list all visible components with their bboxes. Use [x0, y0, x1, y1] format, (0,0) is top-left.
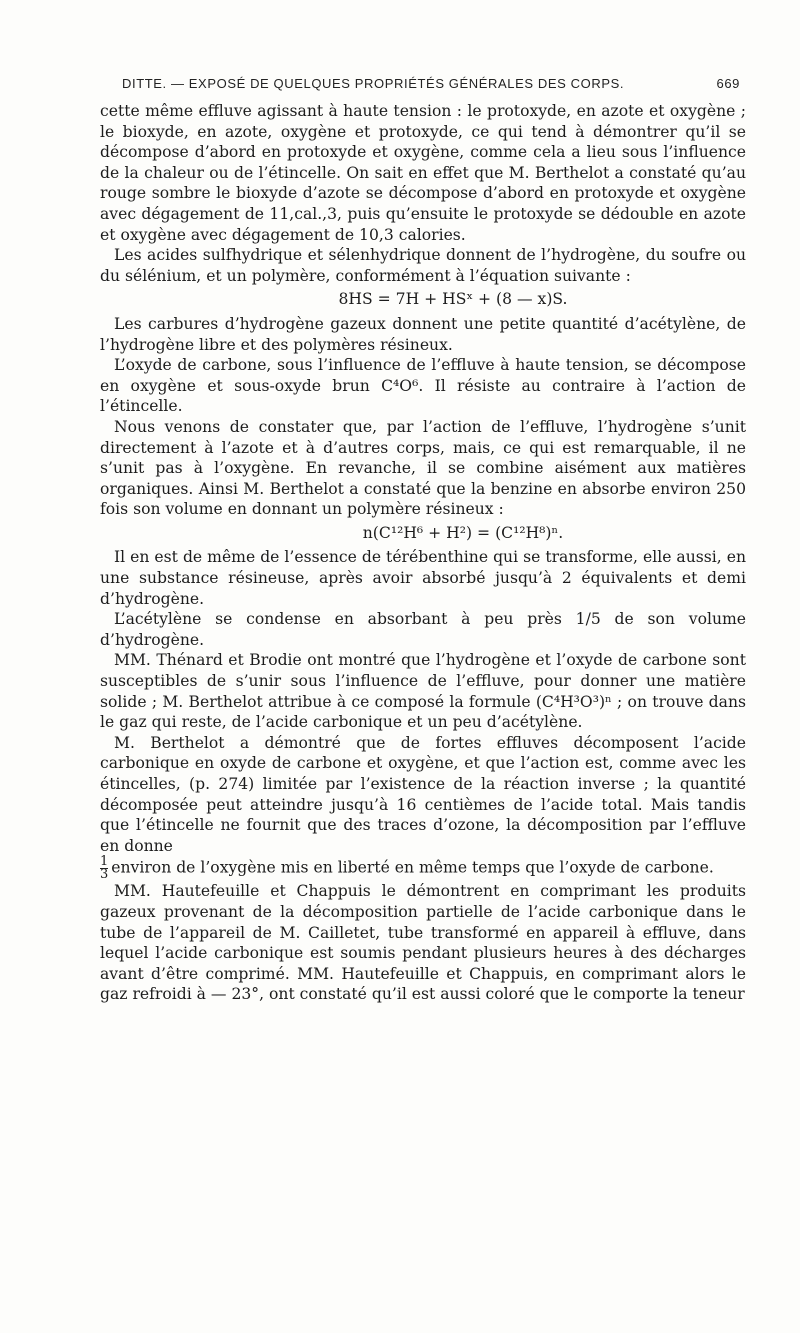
fraction-denominator: 3: [100, 867, 109, 883]
paragraph: L’oxyde de carbone, sous l’influence de l’effluve à haute tension, se décompose en oxygène et sous-oxyde brun C⁴O⁶. Il résiste au contraire à l’action de l’étincelle.: [100, 356, 746, 416]
paragraph: Les carbures d’hydrogène gazeux donnent une petite quantité d’acétylène, de l’hydrogène libre et des polymères résineux.: [100, 314, 746, 354]
page-number: 669: [716, 76, 740, 91]
running-header: [100, 76, 746, 91]
paragraph: L’acétylène se condense en absorbant à peu près 1/5 de son volume d’hydrogène.: [100, 610, 746, 649]
paragraph: Les acides sulfhydrique et sélenhydrique donnent de l’hydrogène, du soufre ou du sélénium, et un polymère, conformément à l’équation suivante :: [100, 246, 746, 285]
paragraph: MM. Hautefeuille et Chappuis le démontrent en comprimant les produits gazeux provenant de la décomposition partielle de l’acide carbonique dans le tube de l’appareil de M. Cailletet, tube transformé en appareil à effluve, dans lequel l’acide carbonique est soumis pendant plusieurs heures à des décharges avant d’être comprimé. MM. Hautefeuille et Chappuis, en comprimant alors le gaz refroidi à — 23°, ont constaté qu’il est aussi coloré que le comporte la teneur: [100, 882, 746, 1004]
paragraph-with-fraction: [100, 856, 746, 881]
paragraph-text: environ de l’oxygène mis en liberté en même temps que l’oxyde de carbone.: [111, 858, 714, 877]
running-title: DITTE. — EXPOSÉ DE QUELQUES PROPRIÉTÉS GÉNÉRALES DES CORPS.: [122, 76, 625, 91]
equation: n(C¹²H⁶ + H²) = (C¹²H⁸)ⁿ.: [362, 523, 564, 542]
paragraph: Il en est de même de l’essence de térébenthine qui se transforme, elle aussi, en une substance résineuse, après avoir absorbé jusqu’à 2 équivalents et demi d’hydrogène.: [100, 548, 746, 608]
paragraph: cette même effluve agissant à haute tension : le protoxyde, en azote et oxygène ; le bioxyde, en azote, oxygène et protoxyde, ce qui tend à démontrer qu’il se décompose d’abord en protoxyde et oxygène, comme cela a lieu sous l’influence de la chaleur ou de l’étincelle. On sait en effet que M. Berthelot a constaté qu’au rouge sombre le bioxyde d’azote se décompose d’abord en protoxyde et oxygène avec dégagement de 11,cal.,3, puis qu’ensuite le protoxyde se dédouble en azote et oxygène avec dégagement de 10,3 calories.: [100, 102, 746, 244]
equation: 8HS = 7H + HSˣ + (8 — x)S.: [338, 290, 568, 309]
paragraph: Nous venons de constater que, par l’action de l’effluve, l’hydrogène s’unit directement à l’azote et à d’autres corps, mais, ce qui est remarquable, il ne s’unit pas à l’oxygène. En revanche, il se combine aisément aux matières organiques. Ainsi M. Berthelot a constaté que la benzine en absorbe environ 250 fois son volume en donnant un polymère résineux :: [100, 417, 746, 519]
paragraph: M. Berthelot a démontré que de fortes effluves décomposent l’acide carbonique en oxyde de carbone et oxygène, et que l’action est, comme avec les étincelles, (p. 274) limitée par l’existence de la réaction inverse ; la quantité décomposée peut atteindre jusqu’à 16 centièmes de l’acide total. Mais tandis que l’étincelle ne fournit que des traces d’ozone, la décomposition par l’effluve en donne: [100, 733, 746, 855]
fraction: [100, 856, 108, 881]
fraction-numerator: 1: [100, 854, 109, 870]
paragraph: MM. Thénard et Brodie ont montré que l’hydrogène et l’oxyde de carbone sont susceptibles de s’unir sous l’influence de l’effluve, pour donner une matière solide ; M. Berthelot attribue à ce composé la formule (C⁴H³O³)ⁿ ; on trouve dans le gaz qui reste, de l’acide carbonique et un peu d’acétylène.: [100, 651, 746, 732]
body-text: [100, 101, 746, 1005]
